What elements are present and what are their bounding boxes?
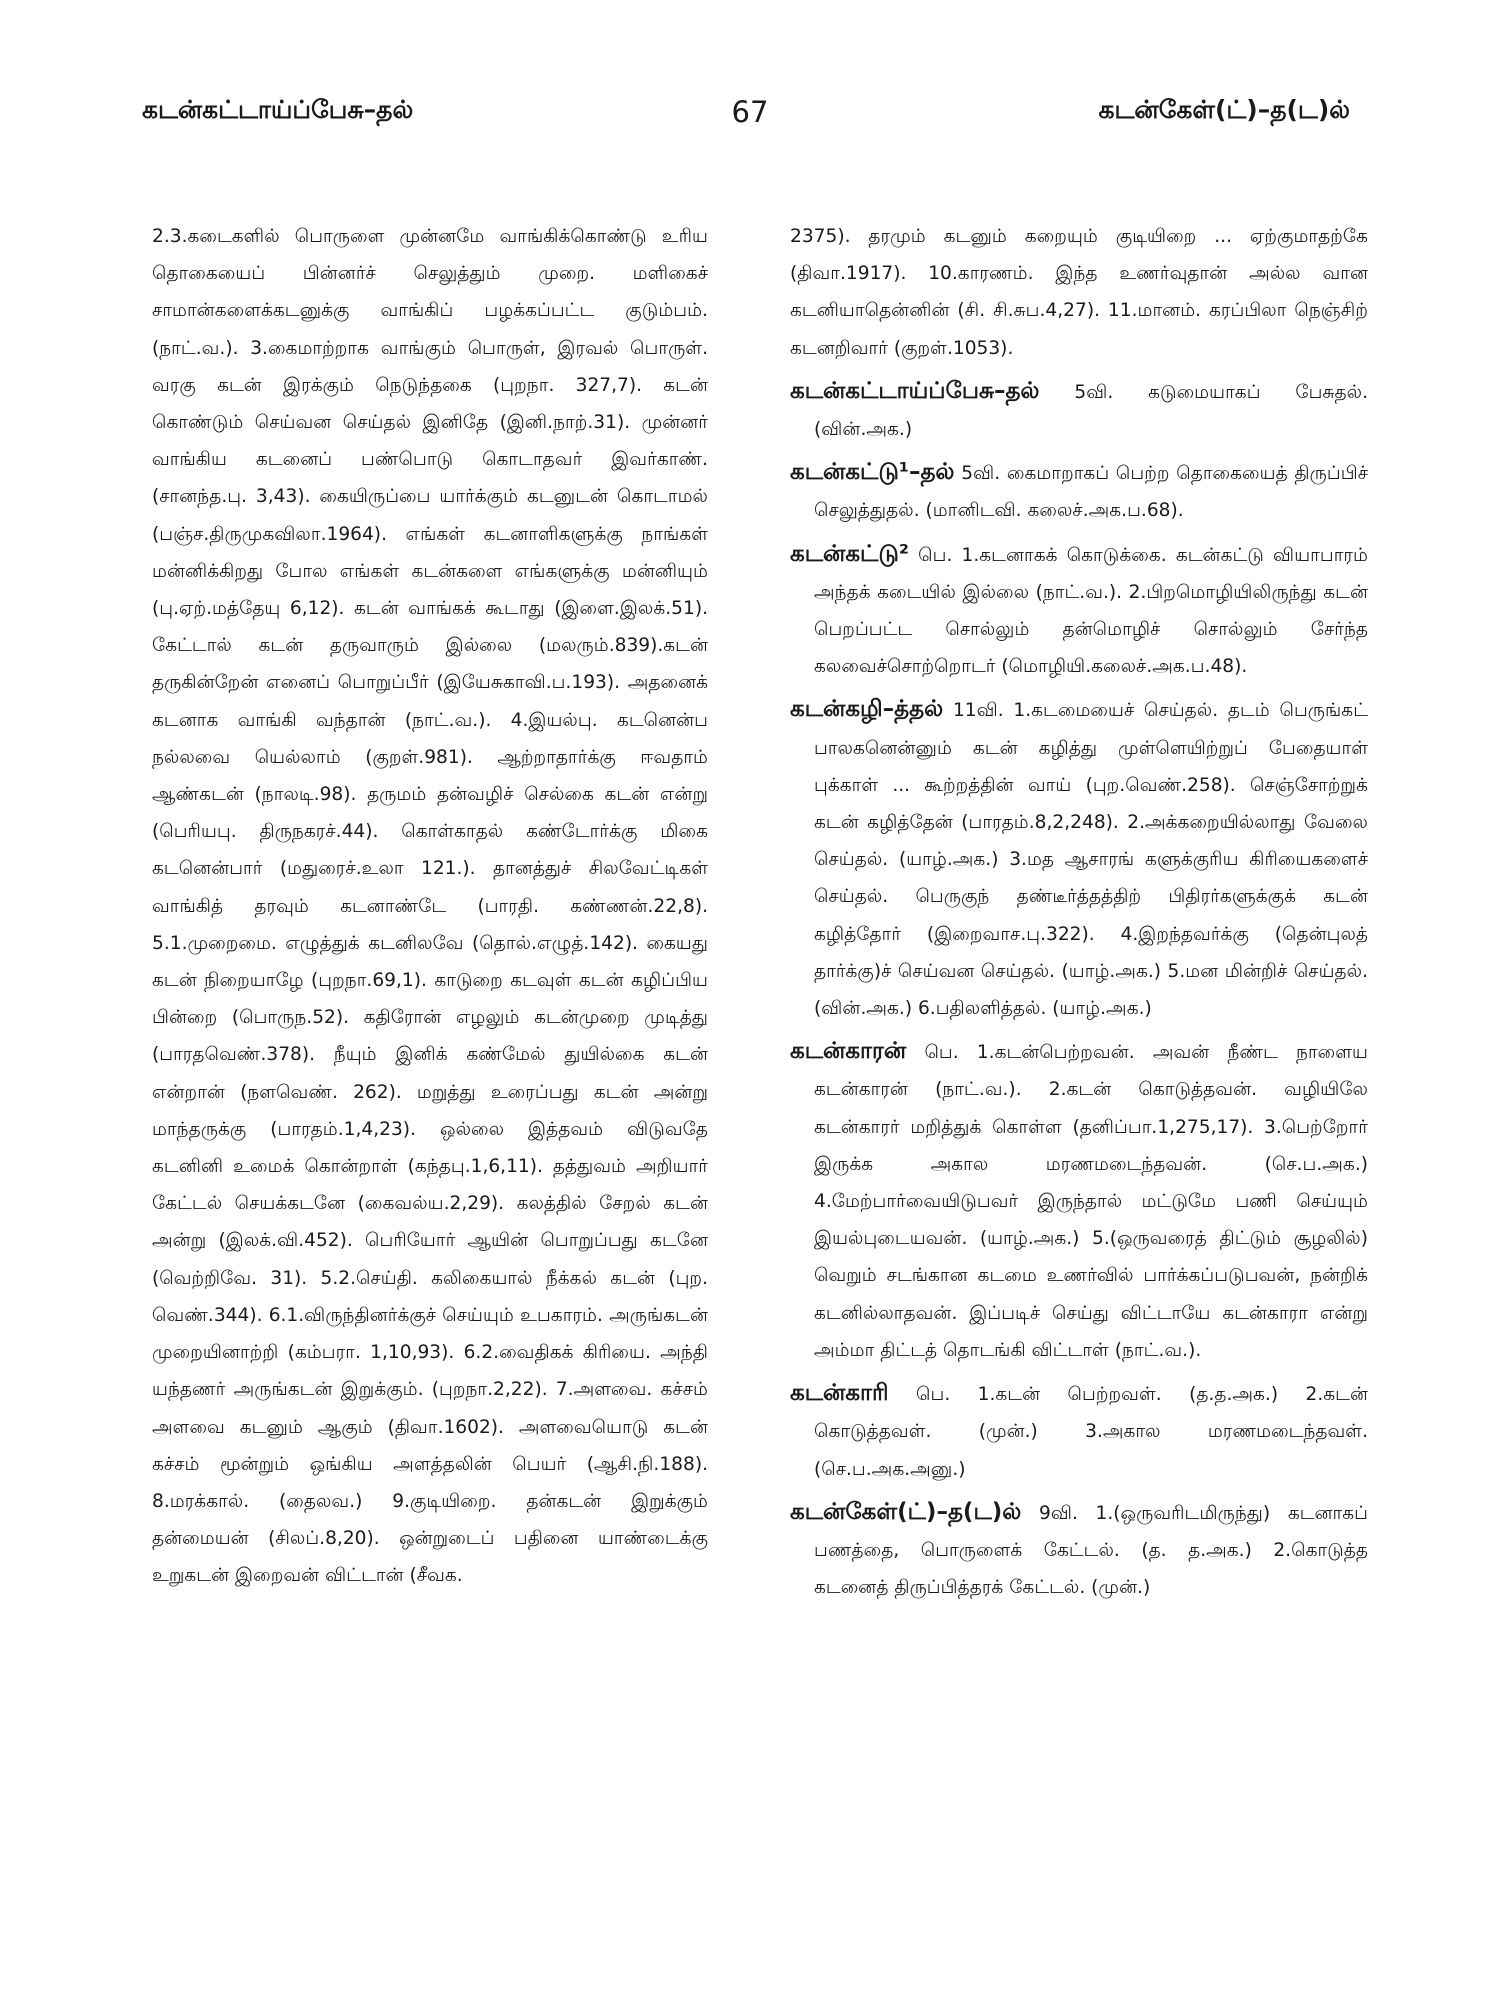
dictionary-entry	[790, 373, 1368, 448]
entry-continuation-right: 2375). தரமும் கடனும் கறையும் குடியிறை ... ஏற்குமாதற்கே (திவா.1917). 10.காரணம். இந்த உணர்வுதான் அல்ல வான கடனியாதென்னின் (சி. சி.சுப.4,27). 11.மானம். கரப்பிலா நெஞ்சிற் கடனறிவார் (குறள்.1053).	[790, 226, 1368, 359]
entry-headword: கடன்கேள்(ட்)–த(ட)ல்	[790, 1498, 1022, 1525]
entry-body: பெ. 1.கடன்பெற்றவன். அவன் நீண்ட நாளைய கடன்காரன் (நாட்.வ.). 2.கடன் கொடுத்தவன். வழியிலே கடன்காரர் மறித்துக் கொள்ள (தனிப்பா.1,275,17). 3.பெற்றோர் இருக்க அகால மரணமடைந்தவன். (செ.ப.அக.) 4.மேற்பார்வையிடுபவர் இருந்தால் மட்டுமே பணி செய்யும் இயல்புடையவன். (யாழ்.அக.) 5.(ஒருவரைத் திட்டும் சூழலில்) வெறும் சடங்கான கடமை உணர்வில் பார்க்கப்படுபவன், நன்றிக் கடனில்லாதவன். இப்படிச் செய்து விட்டாயே கடன்காரா என்று அம்மா திட்டத் தொடங்கி விட்டாள் (நாட்.வ.).	[814, 1042, 1368, 1361]
left-column	[152, 218, 708, 1595]
dictionary-entry	[790, 536, 1368, 686]
entry-headword: கடன்கட்டு¹–தல்	[790, 459, 955, 486]
page-number: 67	[731, 95, 769, 129]
dictionary-entry	[790, 454, 1368, 529]
entry-body: 5வி. கடுமையாகப் பேசுதல். (வின்.அக.)	[814, 381, 1368, 441]
entry-continuation-left: 2.3.கடைகளில் பொருளை முன்னமே வாங்கிக்கொண்டு உரிய தொகையைப் பின்னர்ச் செலுத்தும் முறை. மளிகைச் சாமான்களைக்கடனுக்கு வாங்கிப் பழக்கப்பட்ட குடும்பம். (நாட்.வ.). 3.கைமாற்றாக வாங்கும் பொருள், இரவல் பொருள். வரகு கடன் இரக்கும் நெடுந்தகை (புறநா. 327,7). கடன் கொண்டும் செய்வன செய்தல் இனிதே (இனி.நாற்.31). முன்னர் வாங்கிய கடனைப் பண்பொடு கொடாதவர் இவர்காண். (சானந்த.பு. 3,43). கையிருப்பை யார்க்கும் கடனுடன் கொடாமல் (பஞ்ச.திருமுகவிலா.1964). எங்கள் கடனாளிகளுக்கு நாங்கள் மன்னிக்கிறது போல எங்கள் கடன்களை எங்களுக்கு மன்னியும் (பு.ஏற்.மத்தேயு 6,12). கடன் வாங்கக் கூடாது (இளை.இலக்.51). கேட்டால் கடன் தருவாரும் இல்லை (மலரும்.839).கடன் தருகின்றேன் எனைப் பொறுப்பீர் (இயேசுகாவி.ப.193). அதனைக் கடனாக வாங்கி வந்தான் (நாட்.வ.). 4.இயல்பு. கடனென்ப நல்லவை யெல்லாம் (குறள்.981). ஆற்றாதார்க்கு ஈவதாம் ஆண்கடன் (நாலடி.98). தருமம் தன்வழிச் செல்கை கடன் என்று (பெரியபு. திருநகரச்.44). கொள்காதல் கண்டோர்க்கு மிகை கடனென்பார் (மதுரைச்.உலா 121.). தானத்துச் சிலவேட்டிகள் வாங்கித் தரவும் கடனாண்டே (பாரதி. கண்ணன்.22,8). 5.1.முறைமை. எழுத்துக் கடனிலவே (தொல்.எழுத்.142). கையது கடன் நிறையாழே (புறநா.69,1). காடுறை கடவுள் கடன் கழிப்பிய பின்றை (பொருந.52). கதிரோன் எழலும் கடன்முறை முடித்து (பாரதவெண்.378). நீயும் இனிக் கண்மேல் துயில்கை கடன் என்றான் (நளவெண். 262). மறுத்து உரைப்பது கடன் அன்று மாந்தருக்கு (பாரதம்.1,4,23). ஒல்லை இத்தவம் விடுவதே கடனினி உமைக் கொன்றாள் (கந்தபு.1,6,11). தத்துவம் அறியார் கேட்டல் செயக்கடனே (கைவல்ய.2,29). கலத்தில் சேறல் கடன் அன்று (இலக்.வி.452). பெரியோர் ஆயின் பொறுப்பது கடனே (வெற்றிவே. 31). 5.2.செய்தி. கலிகையால் நீக்கல் கடன் (புற. வெண்.344). 6.1.விருந்தினர்க்குச் செய்யும் உபகாரம். அருங்கடன் முறையினாற்றி (கம்பரா. 1,10,93). 6.2.வைதிகக் கிரியை. அந்தி யந்தணர் அருங்கடன் இறுக்கும். (புறநா.2,22). 7.அளவை. கச்சம் அளவை கடனும் ஆகும் (திவா.1602). அளவையொடு கடன் கச்சம் மூன்றும் ஒங்கிய அளத்தலின் பெயர் (ஆசி.நி.188). 8.மரக்கால். (தைலவ.) 9.குடியிறை. தன்கடன் இறுக்கும் தன்மையன் (சிலப்.8,20). ஒன்றுடைப் பதினை யாண்டைக்கு உறுகடன் இறைவன் விட்டான் (சீவக.	[152, 226, 708, 1587]
dictionary-entry	[790, 1033, 1368, 1369]
entry-headword: கடன்கட்டு²	[790, 540, 909, 567]
running-header-left: கடன்கட்டாய்ப்பேசு–தல்	[142, 95, 414, 124]
right-column	[790, 218, 1368, 1606]
entry-body: பெ. 1.கடனாகக் கொடுக்கை. கடன்கட்டு வியாபாரம் அந்தக் கடையில் இல்லை (நாட்.வ.). 2.பிறமொழியிலிருந்து கடன் பெறப்பட்ட சொல்லும் தன்மொழிச் சொல்லும் சேர்ந்த கலவைச்சொற்றொடர் (மொழியி.கலைச்.அக.ப.48).	[814, 544, 1368, 678]
entry-body: பெ. 1.கடன் பெற்றவள். (த.த.அக.) 2.கடன் கொடுத்தவள். (முன்.) 3.அகால மரணமடைந்தவள். (செ.ப.அக.அனு.)	[814, 1384, 1368, 1480]
dictionary-entry	[790, 1494, 1368, 1607]
dictionary-entry	[790, 1375, 1368, 1488]
entry-body: 9வி. 1.(ஒருவரிடமிருந்து) கடனாகப் பணத்தை, பொருளைக் கேட்டல். (த. த.அக.) 2.கொடுத்த கடனைத் திருப்பித்தரக் கேட்டல். (முன்.)	[814, 1502, 1368, 1599]
entry-headword: கடன்காரி	[790, 1380, 889, 1407]
entry-body: 11வி. 1.கடமையைச் செய்தல். தடம் பெருங்கட் பாலகனென்னும் கடன் கழித்து முள்ளெயிற்றுப் பேதையாள் புக்காள் ... கூற்றத்தின் வாய் (புற.வெண்.258). செஞ்சோற்றுக் கடன் கழித்தேன் (பாரதம்.8,2,248). 2.அக்கறையில்லாது வேலை செய்தல். (யாழ்.அக.) 3.மத ஆசாரங் களுக்குரிய கிரியைகளைச் செய்தல். பெருகுந் தண்டீர்த்தத்திற் பிதிரர்களுக்குக் கடன் கழித்தோர் (இறைவாச.பு.322). 4.இறந்தவர்க்கு (தென்புலத் தார்க்கு)ச் செய்வன செய்தல். (யாழ்.அக.) 5.மன மின்றிச் செய்தல். (வின்.அக.) 6.பதிலளித்தல். (யாழ்.அக.)	[814, 700, 1368, 1020]
running-header-right: கடன்கேள்(ட்)–த(ட)ல்	[1098, 95, 1350, 124]
entry-headword: கடன்காரன்	[790, 1038, 907, 1065]
entry-body: 5வி. கைமாறாகப் பெற்ற தொகையைத் திருப்பிச் செலுத்துதல். (மானிடவி. கலைச்.அக.ப.68).	[814, 463, 1368, 522]
entry-headword: கடன்கழி–த்தல்	[790, 696, 944, 723]
dictionary-entry	[790, 691, 1368, 1027]
entry-headword: கடன்கட்டாய்ப்பேசு–தல்	[790, 377, 1040, 404]
